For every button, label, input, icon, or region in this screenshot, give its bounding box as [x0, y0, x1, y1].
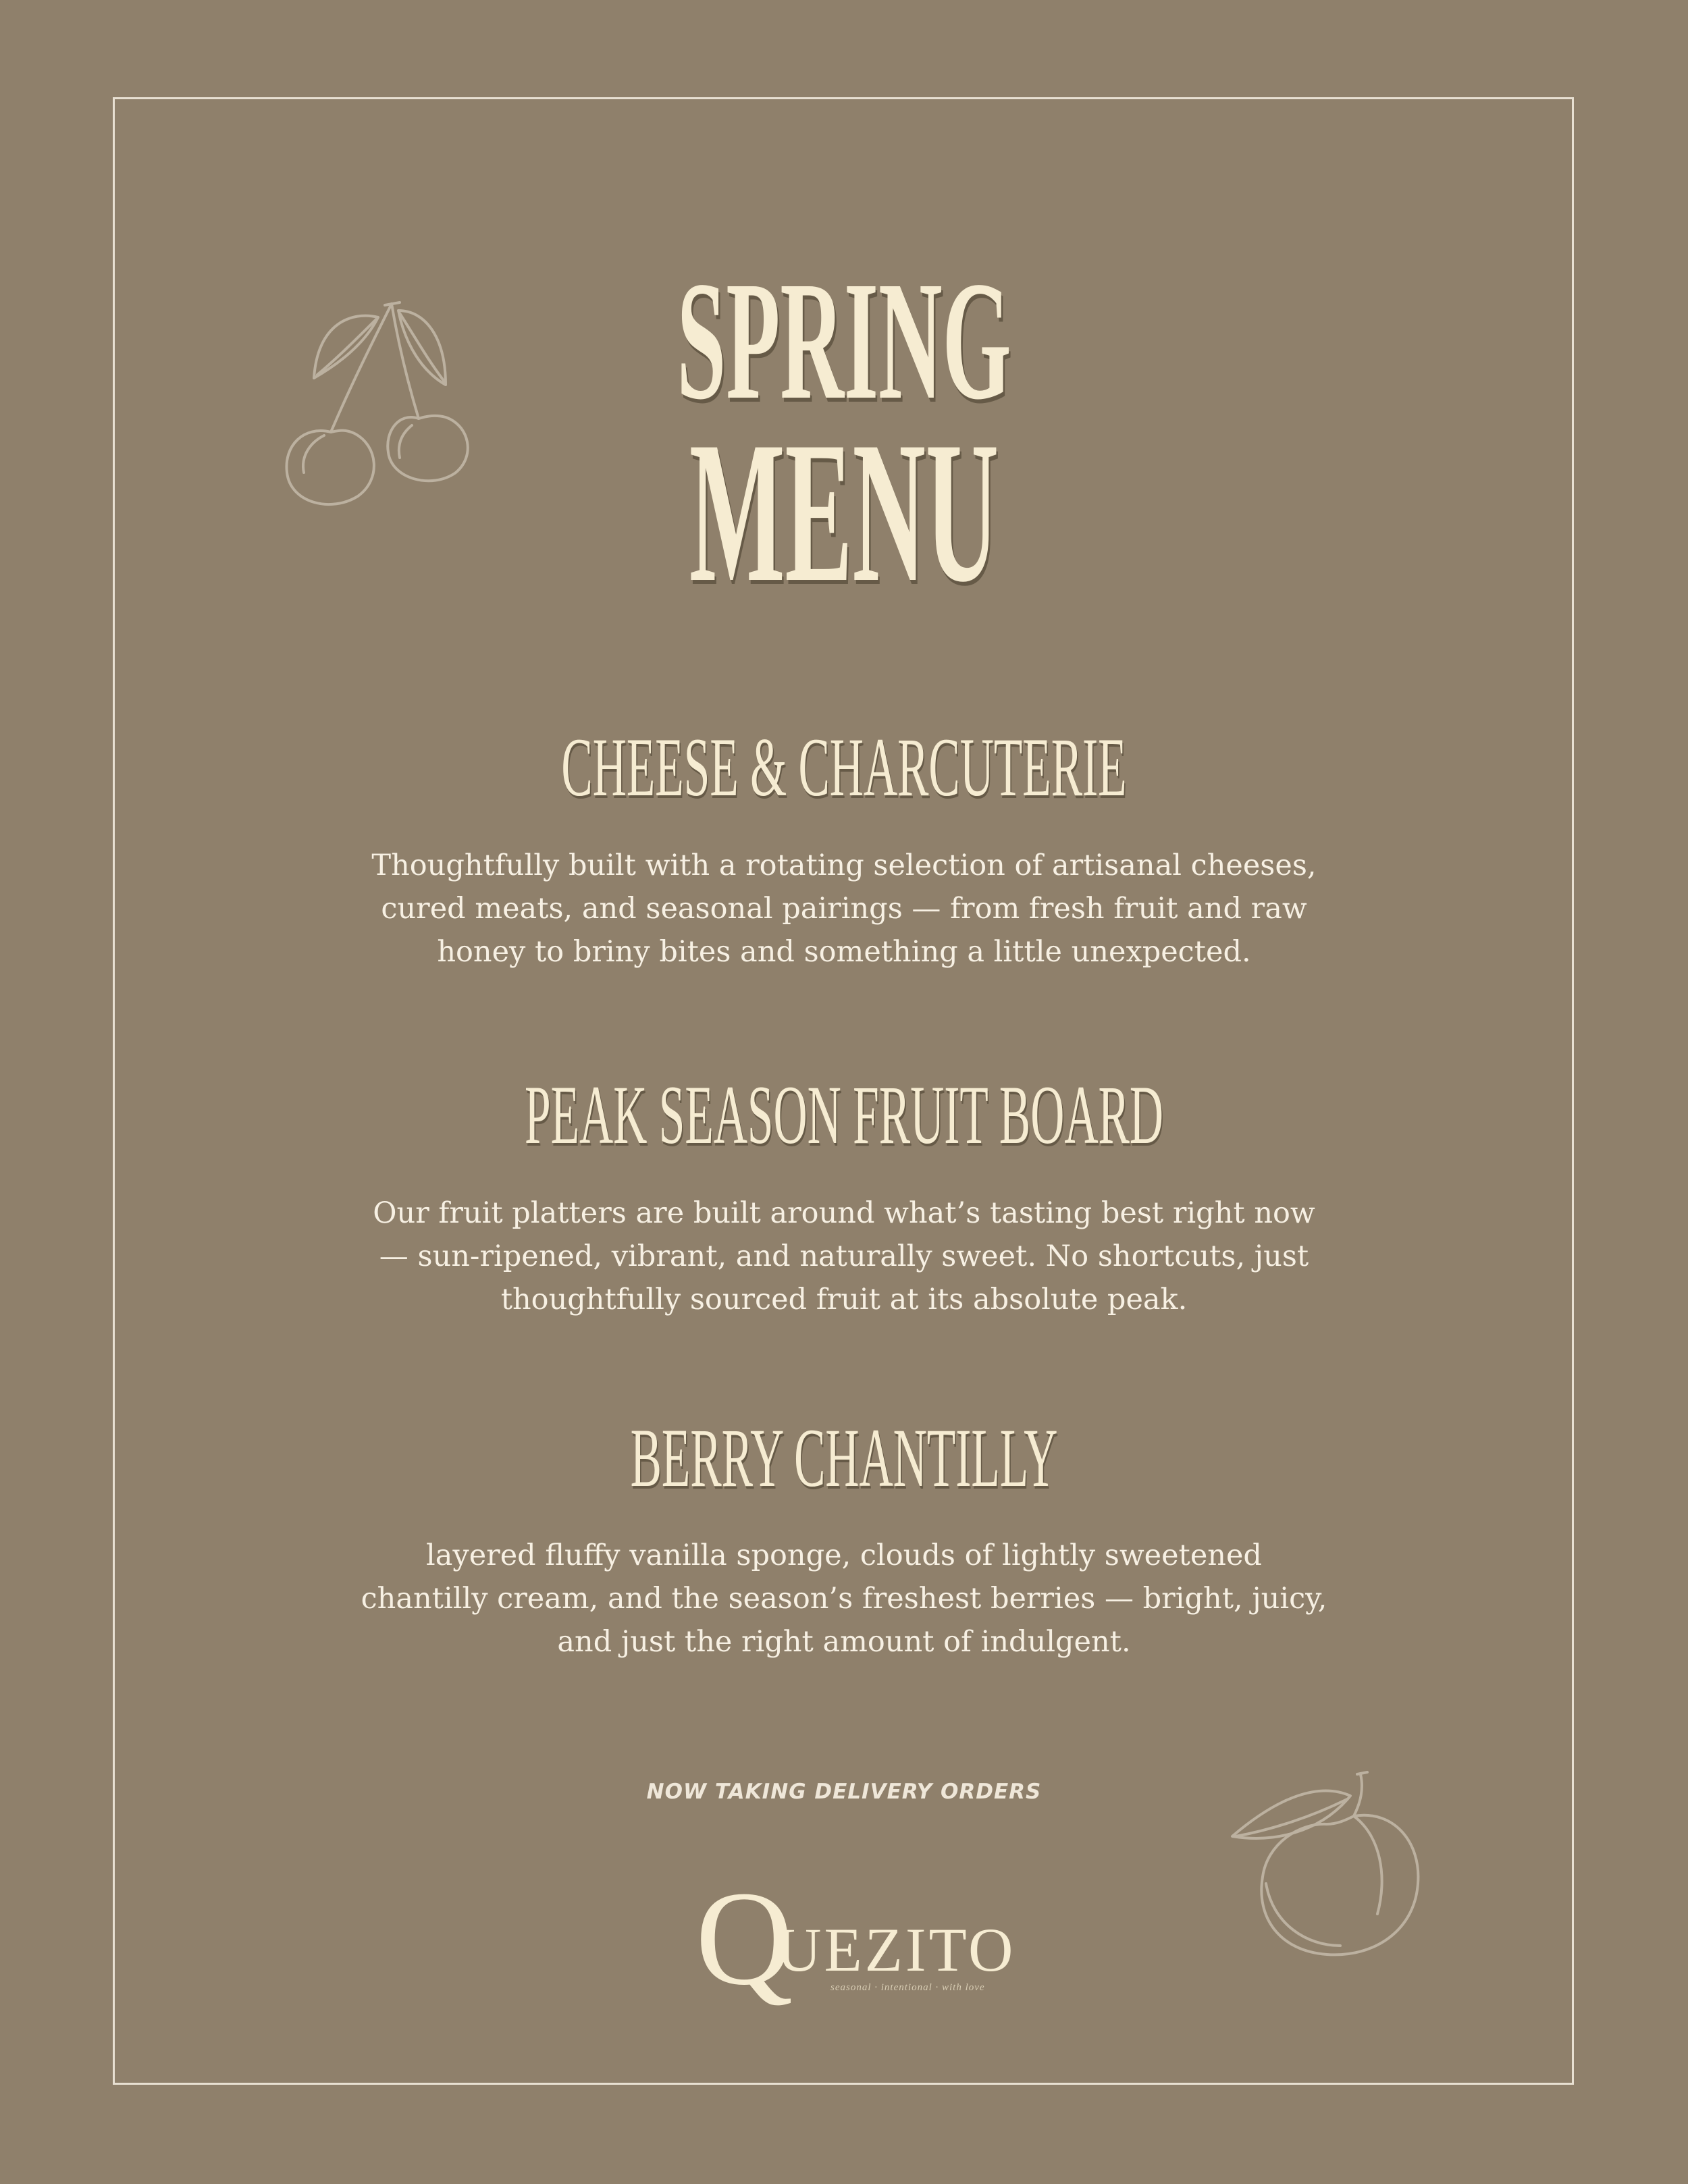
description-line: honey to briny bites and something a little unexpected.: [437, 935, 1251, 969]
section-title-cheese: CHEESE & CHARCUTERIE: [561, 721, 1127, 814]
logo-initial: Q: [695, 1864, 793, 2013]
description-line: — sun-ripened, vibrant, and naturally sweet. No shortcuts, just: [379, 1240, 1309, 1273]
description-line: thoughtfully sourced fruit at its absolute peak.: [500, 1283, 1188, 1316]
logo-wordmark: UEZITO: [776, 1915, 1016, 1984]
delivery-notice: NOW TAKING DELIVERY ORDERS: [646, 1780, 1042, 1804]
description-line: layered fluffy vanilla sponge, clouds of lightly sweetened: [426, 1539, 1262, 1572]
description-line: Our fruit platters are built around what’s tasting best right now: [373, 1196, 1315, 1230]
section-description-cheese: [338, 844, 1350, 974]
section-description-fruit-board: [338, 1192, 1350, 1321]
menu-title-line2: MENU: [689, 400, 999, 624]
brand-logo: [695, 1864, 1047, 2013]
logo-tagline: seasonal · intentional · with love: [830, 1982, 985, 1993]
description-line: and just the right amount of indulgent.: [557, 1625, 1131, 1659]
section-title-berry-chantilly: BERRY CHANTILLY: [630, 1412, 1058, 1504]
description-line: Thoughtfully built with a rotating selection of artisanal cheeses,: [371, 849, 1317, 882]
section-title-fruit-board: PEAK SEASON FRUIT BOARD: [525, 1069, 1163, 1161]
description-line: chantilly cream, and the season’s freshest berries — bright, juicy,: [361, 1582, 1327, 1616]
section-description-berry-chantilly: [338, 1534, 1350, 1663]
menu-title-line1: SPRING: [677, 246, 1011, 435]
description-line: cured meats, and seasonal pairings — from fresh fruit and raw: [381, 892, 1307, 926]
